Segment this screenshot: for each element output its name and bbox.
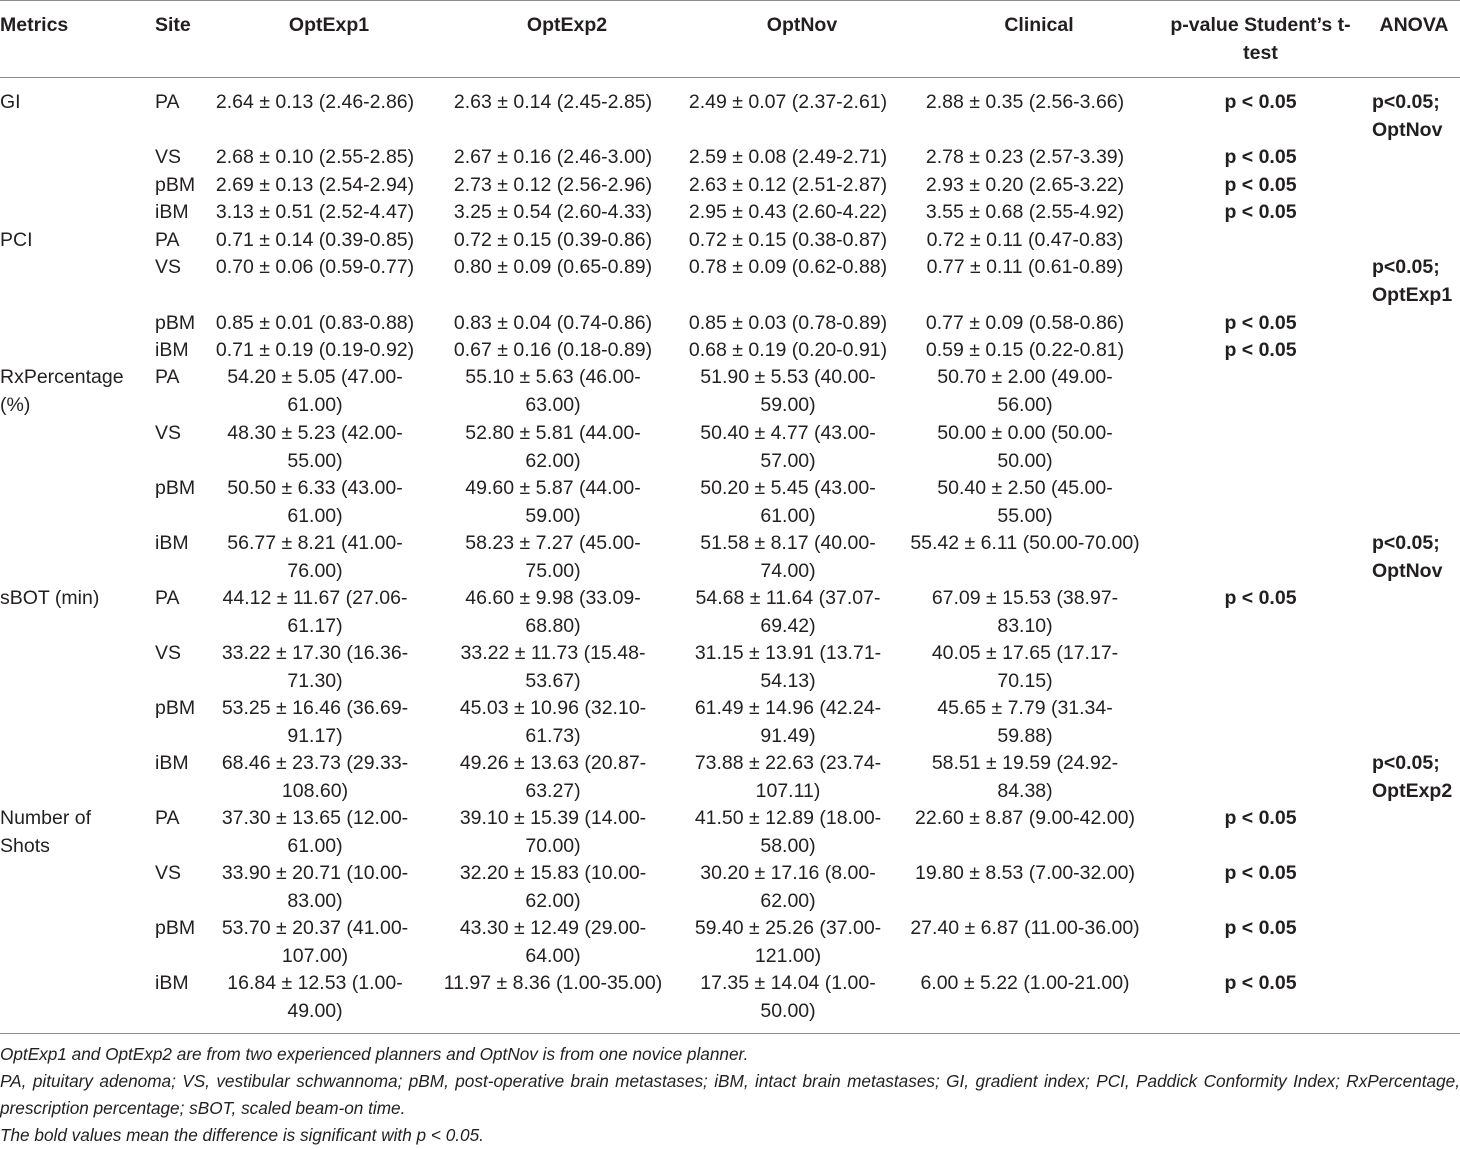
site-cell: PA [155, 91, 180, 113]
clinical-cell: 55.42 ± 6.11 (50.00-70.00) [910, 532, 1140, 554]
optexp2-cell: 11.97 ± 8.36 (1.00-35.00) [443, 972, 663, 994]
optnov-cell: 51.58 ± 8.17 (40.00-74.00) [700, 532, 876, 582]
optexp2-cell: 58.23 ± 7.27 (45.00-75.00) [465, 532, 641, 582]
optnov-cell: 2.59 ± 0.08 (2.49-2.71) [688, 146, 888, 168]
footnote: PA, pituitary adenoma; VS, vestibular schwannoma; pBM, post-operative brain metastases; iBM, intact brain metastases; GI, gradient index; PCI, Paddick Conformity Index; RxPercentage, prescription percentage; sBOT, scaled beam-on time. [0, 1071, 1460, 1118]
optnov-cell: 59.40 ± 25.26 (37.00-121.00) [694, 917, 882, 967]
optexp2-cell: 3.25 ± 0.54 (2.60-4.33) [453, 201, 653, 223]
optexp2-cell: 46.60 ± 9.98 (33.09-68.80) [465, 587, 641, 637]
clinical-cell: 0.59 ± 0.15 (0.22-0.81) [925, 339, 1125, 361]
pvalue-cell: p < 0.05 [1224, 91, 1297, 113]
optexp2-cell: 55.10 ± 5.63 (46.00-63.00) [465, 366, 641, 416]
header-bottom-rule [0, 77, 1460, 78]
clinical-cell: 58.51 ± 19.59 (24.92-84.38) [931, 752, 1119, 802]
optnov-cell: 51.90 ± 5.53 (40.00-59.00) [700, 366, 876, 416]
optnov-cell: 30.20 ± 17.16 (8.00-62.00) [700, 862, 876, 912]
clinical-cell: 45.65 ± 7.79 (31.34-59.88) [937, 697, 1113, 747]
optexp1-cell: 16.84 ± 12.53 (1.00-49.00) [227, 972, 403, 1022]
optnov-cell: 2.63 ± 0.12 (2.51-2.87) [688, 174, 888, 196]
optnov-cell: 2.49 ± 0.07 (2.37-2.61) [688, 91, 888, 113]
table-footnotes [0, 1041, 1460, 1149]
optexp1-cell: 2.68 ± 0.10 (2.55-2.85) [215, 146, 415, 168]
site-cell: iBM [155, 201, 189, 223]
site-cell: VS [155, 642, 182, 664]
pvalue-cell: p < 0.05 [1224, 587, 1297, 609]
pvalue-cell: p < 0.05 [1224, 972, 1297, 994]
optexp2-cell: 2.67 ± 0.16 (2.46-3.00) [453, 146, 653, 168]
optexp2-cell: 0.67 ± 0.16 (0.18-0.89) [453, 339, 653, 361]
site-cell: pBM [155, 697, 196, 719]
optexp2-cell: 0.83 ± 0.04 (0.74-0.86) [453, 312, 653, 334]
optexp2-cell: 39.10 ± 15.39 (14.00-70.00) [459, 807, 647, 857]
site-cell: iBM [155, 532, 189, 554]
site-cell: VS [155, 422, 182, 444]
optexp1-cell: 56.77 ± 8.21 (41.00-76.00) [227, 532, 403, 582]
clinical-cell: 6.00 ± 5.22 (1.00-21.00) [920, 972, 1130, 994]
footnote: OptExp1 and OptExp2 are from two experienced planners and OptNov is from one novice planner. [0, 1044, 749, 1064]
optexp1-cell: 2.69 ± 0.13 (2.54-2.94) [215, 174, 415, 196]
site-cell: iBM [155, 339, 189, 361]
optexp1-cell: 0.71 ± 0.19 (0.19-0.92) [215, 339, 415, 361]
site-cell: pBM [155, 174, 196, 196]
site-cell: PA [155, 807, 180, 829]
header-metrics: Metrics [0, 14, 69, 36]
site-cell: VS [155, 862, 182, 884]
optexp1-cell: 44.12 ± 11.67 (27.06-61.17) [222, 587, 408, 637]
header-optnov: OptNov [766, 14, 838, 36]
metric-cell: Number of Shots [0, 807, 92, 857]
site-cell: PA [155, 366, 180, 388]
optexp2-cell: 0.80 ± 0.09 (0.65-0.89) [453, 256, 653, 278]
header-optexp2: OptExp2 [526, 14, 608, 36]
pvalue-cell: p < 0.05 [1224, 807, 1297, 829]
optexp1-cell: 50.50 ± 6.33 (43.00-61.00) [227, 477, 403, 527]
site-cell: pBM [155, 477, 196, 499]
clinical-cell: 50.00 ± 0.00 (50.00-50.00) [937, 422, 1113, 472]
clinical-cell: 67.09 ± 15.53 (38.97-83.10) [931, 587, 1119, 637]
optexp1-cell: 0.70 ± 0.06 (0.59-0.77) [215, 256, 415, 278]
optnov-cell: 50.40 ± 4.77 (43.00-57.00) [700, 422, 876, 472]
optexp1-cell: 0.85 ± 0.01 (0.83-0.88) [215, 312, 415, 334]
optexp1-cell: 2.64 ± 0.13 (2.46-2.86) [215, 91, 415, 113]
site-cell: VS [155, 146, 182, 168]
optexp1-cell: 53.25 ± 16.46 (36.69-91.17) [221, 697, 409, 747]
optexp1-cell: 54.20 ± 5.05 (47.00-61.00) [227, 366, 403, 416]
metric-cell: RxPercentage (%) [0, 366, 124, 416]
optexp1-cell: 48.30 ± 5.23 (42.00-55.00) [227, 422, 403, 472]
pvalue-cell: p < 0.05 [1224, 146, 1297, 168]
header-anova: ANOVA [1379, 14, 1449, 36]
site-cell: PA [155, 587, 180, 609]
optexp1-cell: 0.71 ± 0.14 (0.39-0.85) [215, 229, 415, 251]
site-cell: pBM [155, 312, 196, 334]
clinical-cell: 3.55 ± 0.68 (2.55-4.92) [925, 201, 1125, 223]
footnote: The bold values mean the difference is significant with p < 0.05. [0, 1125, 484, 1145]
optexp1-cell: 37.30 ± 13.65 (12.00-61.00) [221, 807, 409, 857]
optnov-cell: 0.72 ± 0.15 (0.38-0.87) [688, 229, 888, 251]
anova-cell: p<0.05; OptExp2 [1372, 752, 1453, 802]
pvalue-cell: p < 0.05 [1224, 201, 1297, 223]
table-top-rule [0, 0, 1460, 1]
optnov-cell: 0.78 ± 0.09 (0.62-0.88) [688, 256, 888, 278]
optnov-cell: 17.35 ± 14.04 (1.00-50.00) [700, 972, 876, 1022]
optnov-cell: 61.49 ± 14.96 (42.24-91.49) [694, 697, 882, 747]
optexp2-cell: 2.63 ± 0.14 (2.45-2.85) [453, 91, 653, 113]
clinical-cell: 0.77 ± 0.11 (0.61-0.89) [926, 256, 1124, 278]
clinical-cell: 0.72 ± 0.11 (0.47-0.83) [926, 229, 1124, 251]
optexp1-cell: 68.46 ± 23.73 (29.33-108.60) [221, 752, 409, 802]
site-cell: iBM [155, 752, 189, 774]
clinical-cell: 27.40 ± 6.87 (11.00-36.00) [910, 917, 1140, 939]
header-pvalue: p-value Student’s t-test [1170, 14, 1351, 64]
anova-cell: p<0.05; OptNov [1372, 532, 1443, 582]
clinical-cell: 2.88 ± 0.35 (2.56-3.66) [925, 91, 1125, 113]
optnov-cell: 0.68 ± 0.19 (0.20-0.91) [688, 339, 888, 361]
optnov-cell: 0.85 ± 0.03 (0.78-0.89) [688, 312, 888, 334]
optexp2-cell: 2.73 ± 0.12 (2.56-2.96) [453, 174, 653, 196]
optexp1-cell: 53.70 ± 20.37 (41.00-107.00) [221, 917, 409, 967]
pvalue-cell: p < 0.05 [1224, 862, 1297, 884]
optnov-cell: 73.88 ± 22.63 (23.74-107.11) [694, 752, 882, 802]
optexp1-cell: 33.22 ± 17.30 (16.36-71.30) [221, 642, 409, 692]
optexp2-cell: 33.22 ± 11.73 (15.48-53.67) [460, 642, 646, 692]
metric-cell: GI [0, 91, 21, 113]
clinical-cell: 2.93 ± 0.20 (2.65-3.22) [925, 174, 1125, 196]
optexp1-cell: 33.90 ± 20.71 (10.00-83.00) [221, 862, 409, 912]
header-clinical: Clinical [1004, 14, 1074, 36]
optexp2-cell: 0.72 ± 0.15 (0.39-0.86) [453, 229, 653, 251]
clinical-cell: 2.78 ± 0.23 (2.57-3.39) [925, 146, 1125, 168]
header-site: Site [155, 14, 191, 36]
optexp2-cell: 52.80 ± 5.81 (44.00-62.00) [465, 422, 641, 472]
anova-cell: p<0.05; OptNov [1372, 91, 1443, 141]
optexp2-cell: 43.30 ± 12.49 (29.00-64.00) [459, 917, 647, 967]
pvalue-cell: p < 0.05 [1224, 917, 1297, 939]
clinical-cell: 0.77 ± 0.09 (0.58-0.86) [925, 312, 1125, 334]
pvalue-cell: p < 0.05 [1224, 174, 1297, 196]
optnov-cell: 41.50 ± 12.89 (18.00-58.00) [694, 807, 882, 857]
pvalue-cell: p < 0.05 [1224, 312, 1297, 334]
table-bottom-rule [0, 1033, 1460, 1034]
clinical-cell: 40.05 ± 17.65 (17.17-70.15) [931, 642, 1119, 692]
optnov-cell: 54.68 ± 11.64 (37.07-69.42) [695, 587, 881, 637]
optnov-cell: 50.20 ± 5.45 (43.00-61.00) [700, 477, 876, 527]
pvalue-cell: p < 0.05 [1224, 339, 1297, 361]
anova-cell: p<0.05; OptExp1 [1372, 256, 1453, 306]
metric-cell: PCI [0, 229, 33, 251]
site-cell: VS [155, 256, 182, 278]
optexp1-cell: 3.13 ± 0.51 (2.52-4.47) [215, 201, 415, 223]
metric-cell: sBOT (min) [0, 587, 100, 609]
optexp2-cell: 32.20 ± 15.83 (10.00-62.00) [459, 862, 647, 912]
optnov-cell: 2.95 ± 0.43 (2.60-4.22) [688, 201, 888, 223]
header-optexp1: OptExp1 [288, 14, 370, 36]
site-cell: iBM [155, 972, 189, 994]
optexp2-cell: 49.60 ± 5.87 (44.00-59.00) [465, 477, 641, 527]
clinical-cell: 19.80 ± 8.53 (7.00-32.00) [915, 862, 1135, 884]
clinical-cell: 50.70 ± 2.00 (49.00-56.00) [937, 366, 1113, 416]
clinical-cell: 50.40 ± 2.50 (45.00-55.00) [937, 477, 1113, 527]
site-cell: pBM [155, 917, 196, 939]
optexp2-cell: 49.26 ± 13.63 (20.87-63.27) [459, 752, 647, 802]
optnov-cell: 31.15 ± 13.91 (13.71-54.13) [694, 642, 882, 692]
site-cell: PA [155, 229, 180, 251]
clinical-cell: 22.60 ± 8.87 (9.00-42.00) [915, 807, 1135, 829]
optexp2-cell: 45.03 ± 10.96 (32.10-61.73) [459, 697, 647, 747]
